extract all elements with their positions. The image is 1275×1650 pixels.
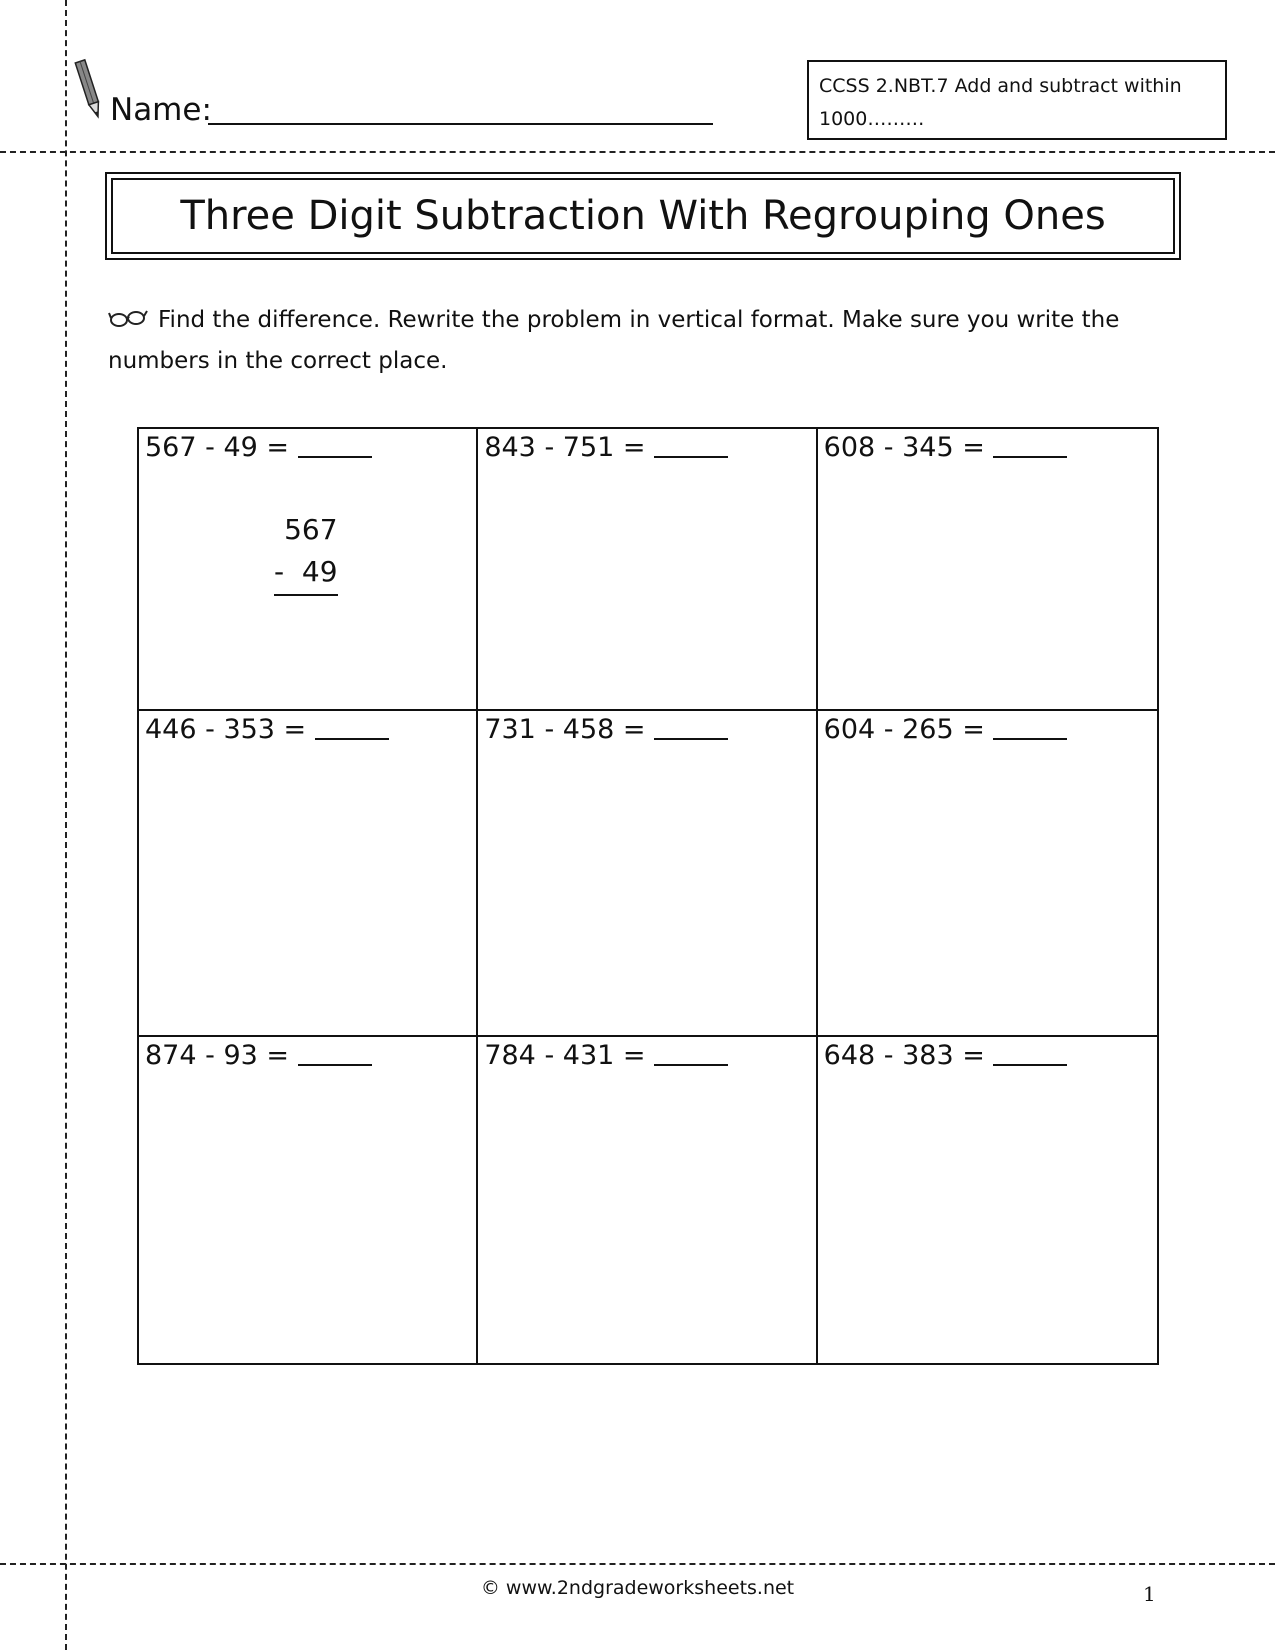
problem-text: 874 - 93 = (145, 1040, 290, 1071)
answer-blank[interactable] (993, 714, 1067, 740)
answer-blank[interactable] (298, 1040, 372, 1066)
problem-cell[interactable] (139, 429, 478, 711)
example-bottom-number: - 49 (274, 551, 338, 596)
margin-guide-vertical (65, 0, 67, 1650)
problem-cell[interactable] (139, 1037, 478, 1363)
answer-blank[interactable] (298, 432, 372, 458)
cut-line-top (0, 151, 1275, 153)
example-vertical (274, 509, 338, 596)
problem-cell[interactable] (478, 711, 817, 1037)
problem-cell[interactable] (478, 1037, 817, 1363)
problem-text: 843 - 751 = (484, 432, 646, 463)
footer-copyright: © www.2ndgradeworksheets.net (480, 1577, 795, 1599)
answer-blank[interactable] (654, 714, 728, 740)
answer-blank[interactable] (993, 432, 1067, 458)
example-top-number: 567 (284, 513, 338, 546)
answer-blank[interactable] (654, 1040, 728, 1066)
instructions-text: Find the difference. Rewrite the problem in vertical format. Make sure you write the numbers in the correct place. (108, 307, 1120, 374)
problem-cell[interactable] (139, 711, 478, 1037)
problem-text: 567 - 49 = (145, 432, 290, 463)
problem-cell[interactable] (818, 429, 1157, 711)
problem-cell[interactable] (478, 429, 817, 711)
glasses-icon (108, 309, 148, 329)
name-label: Name: (110, 92, 212, 128)
answer-blank[interactable] (654, 432, 728, 458)
problem-text: 731 - 458 = (484, 714, 646, 745)
page-title: Three Digit Subtraction With Regrouping Ones (111, 178, 1175, 254)
problem-text: 608 - 345 = (823, 432, 985, 463)
page-number: 1 (1143, 1582, 1156, 1606)
problem-text: 604 - 265 = (823, 714, 985, 745)
answer-blank[interactable] (993, 1040, 1067, 1066)
cut-line-bottom (0, 1563, 1275, 1565)
problem-text: 648 - 383 = (823, 1040, 985, 1071)
instructions (108, 300, 1188, 382)
problem-grid (137, 427, 1159, 1365)
standard-box: CCSS 2.NBT.7 Add and subtract within 1000……… (807, 60, 1227, 140)
problem-text: 446 - 353 = (145, 714, 307, 745)
pencil-icon (74, 56, 104, 122)
problem-cell[interactable] (818, 711, 1157, 1037)
answer-blank[interactable] (315, 714, 389, 740)
problem-text: 784 - 431 = (484, 1040, 646, 1071)
title-frame (105, 172, 1181, 260)
name-field[interactable] (208, 123, 713, 125)
problem-cell[interactable] (818, 1037, 1157, 1363)
